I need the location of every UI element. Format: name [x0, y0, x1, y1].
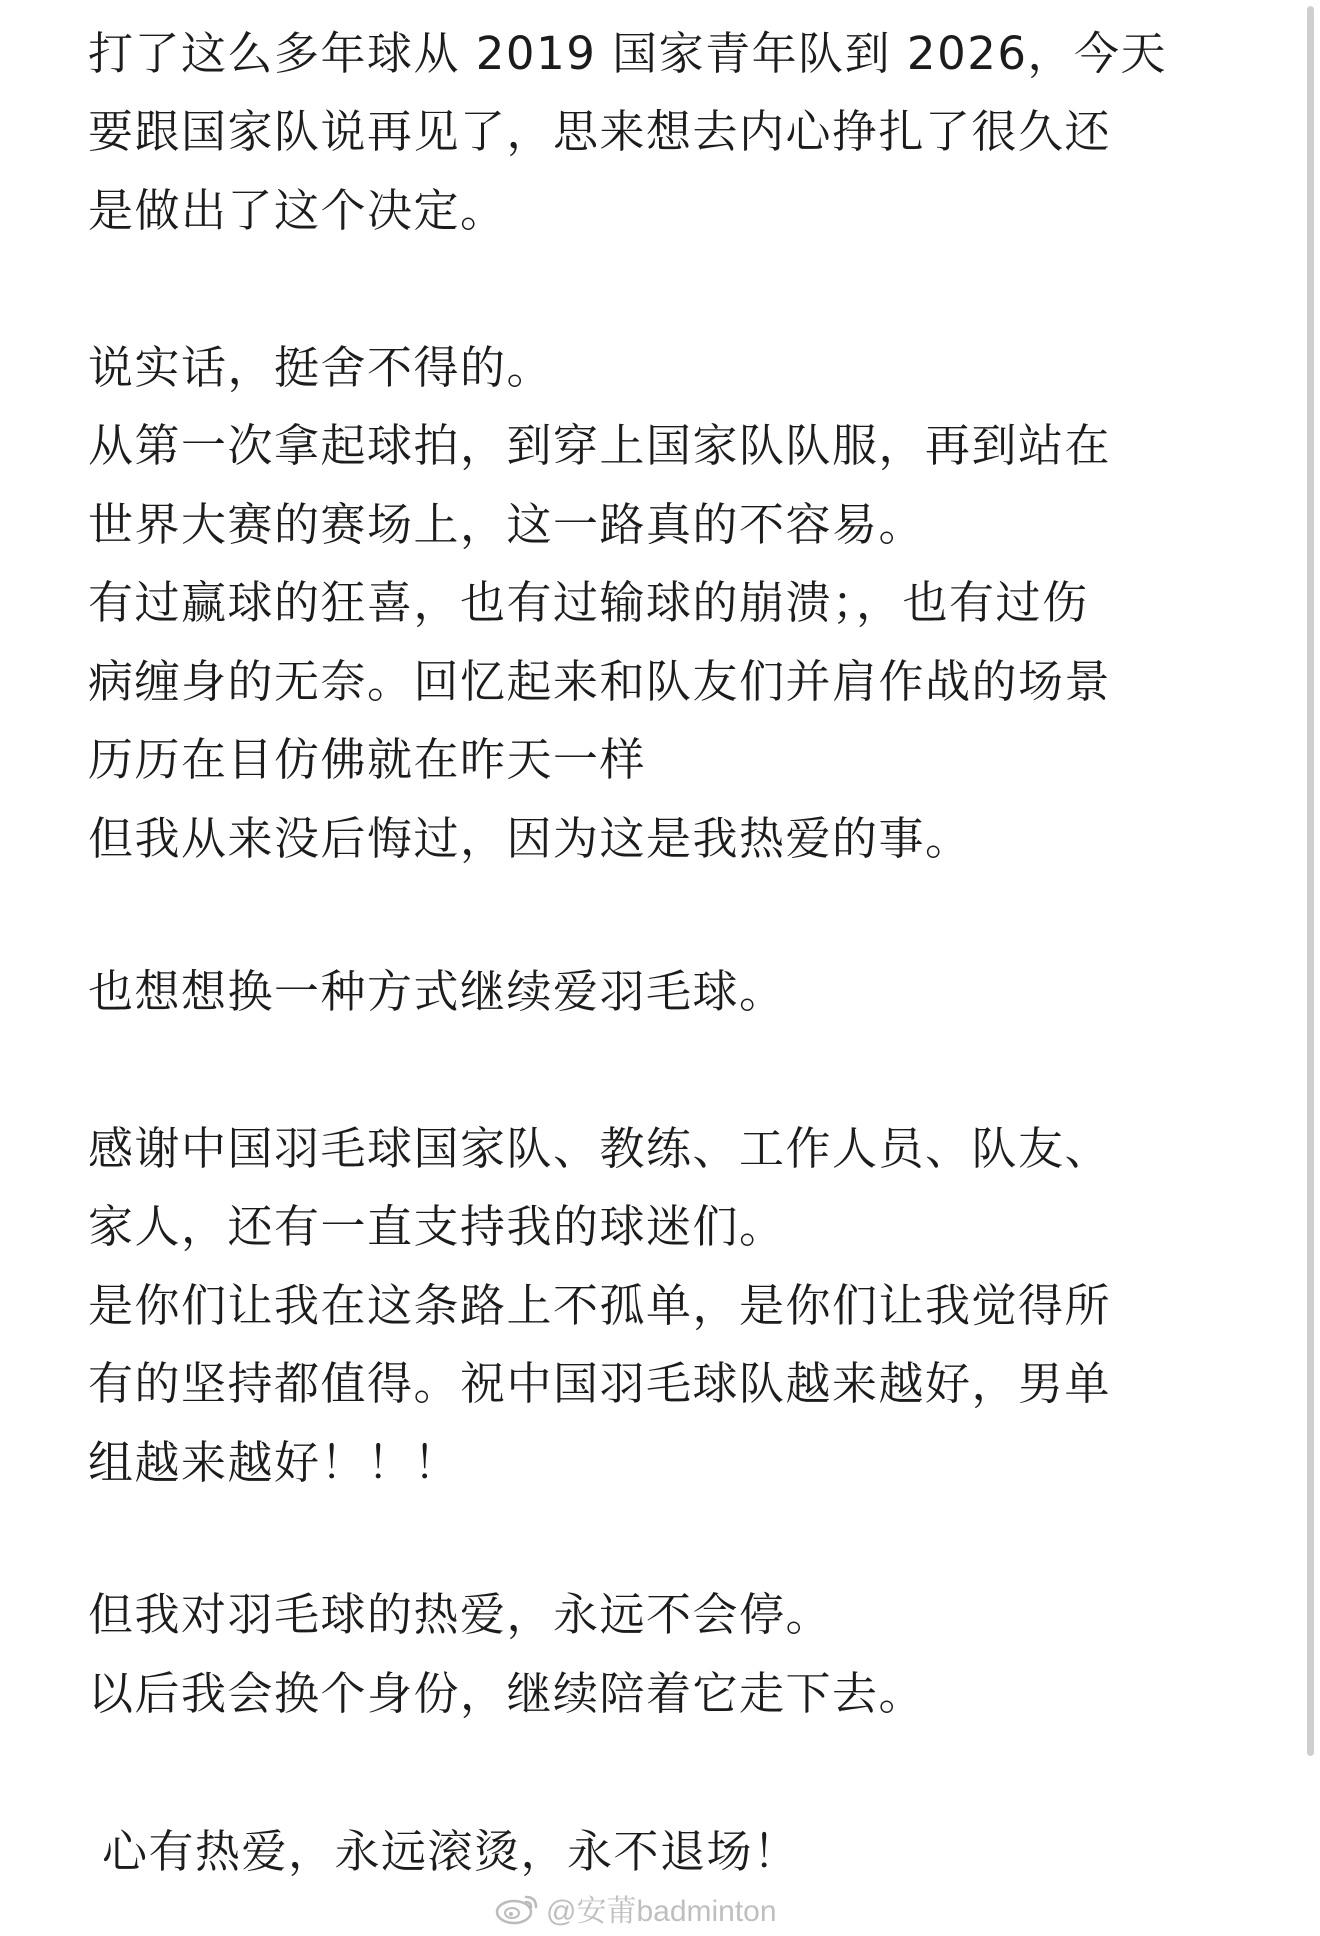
note-line: 家人，还有一直支持我的球迷们。: [88, 1200, 786, 1253]
note-line: 但我从来没后悔过，因为这是我热爱的事。: [88, 812, 972, 865]
note-line: 病缠身的无奈。回忆起来和队友们并肩作战的场景: [88, 655, 1112, 708]
note-line: 说实话，挺舍不得的。: [88, 341, 554, 394]
note-line: 感谢中国羽毛球国家队、教练、工作人员、队友、: [88, 1122, 1112, 1175]
note-line: 以后我会换个身份，继续陪着它走下去。: [88, 1667, 926, 1720]
note-line: 历历在目仿佛就在昨天一样: [88, 733, 647, 786]
note-line: 是做出了这个决定。: [88, 184, 507, 237]
note-line: 要跟国家队说再见了，思来想去内心挣扎了很久还: [88, 105, 1112, 158]
weibo-watermark: [494, 1886, 777, 1930]
scrollbar-thumb[interactable]: [1307, 6, 1314, 1756]
note-closing-line: 心有热爱，永远滚烫，永不退场！: [102, 1825, 800, 1878]
vertical-scrollbar[interactable]: [1302, 0, 1320, 1936]
note-line: 有过赢球的狂喜，也有过输球的崩溃；，也有过伤: [88, 576, 1089, 629]
note-line: 是你们让我在这条路上不孤单，是你们让我觉得所: [88, 1279, 1112, 1332]
note-line: 组越来越好！！！: [88, 1436, 461, 1489]
weibo-icon: [494, 1891, 540, 1925]
note-line: 但我对羽毛球的热爱，永远不会停。: [88, 1588, 833, 1641]
note-line: 打了这么多年球从 2019 国家青年队到 2026，今天: [88, 27, 1167, 80]
note-line: 从第一次拿起球拍，到穿上国家队队服，再到站在: [88, 419, 1112, 472]
note-line: 世界大赛的赛场上，这一路真的不容易。: [88, 498, 926, 551]
note-line: 有的坚持都值得。祝中国羽毛球队越来越好，男单: [88, 1357, 1112, 1410]
watermark-text: @安莆badminton: [546, 1895, 777, 1928]
note-line: 也想想换一种方式继续爱羽毛球。: [88, 965, 786, 1018]
